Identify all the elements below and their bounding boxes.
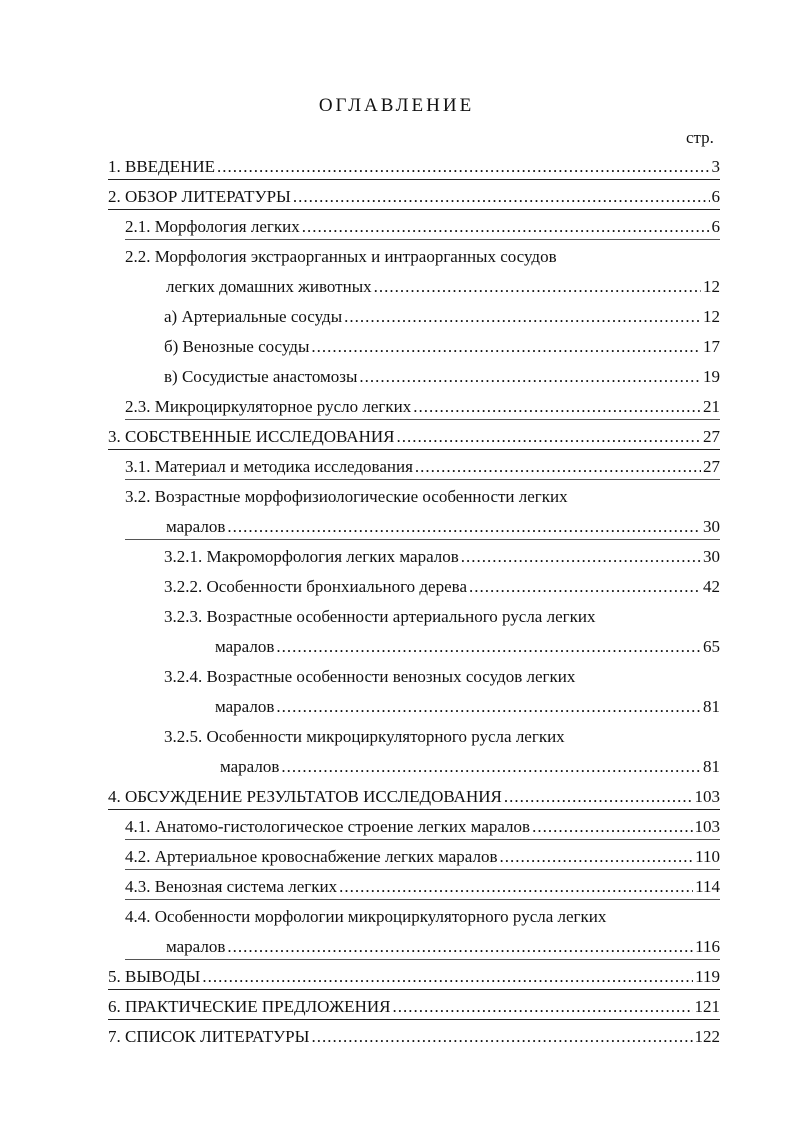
dot-leader: [227, 935, 693, 959]
divider-line: [125, 479, 720, 480]
toc-entry-page: 42: [703, 577, 720, 596]
toc-entry: [125, 875, 720, 899]
toc-entry: [166, 935, 720, 959]
toc-entry-page: 12: [703, 307, 720, 326]
toc-entry-text: 2.2. Морфология экстраорганных и интраорганных сосудов: [125, 247, 557, 266]
toc-entry-text: 1. ВВЕДЕНИЕ: [108, 157, 215, 176]
toc-entry-text: маралов: [215, 697, 275, 716]
toc-entry-page: 6: [711, 187, 720, 206]
toc-entry-page: 119: [695, 967, 720, 986]
toc-entry-page: 121: [694, 997, 720, 1016]
toc-entry: [220, 755, 720, 779]
toc-entry-page: 3: [711, 157, 720, 176]
toc-entry-text: 4.1. Анатомо-гистологическое строение легких маралов: [125, 817, 531, 836]
toc-entry: [125, 455, 720, 479]
toc-entry-page: 27: [703, 457, 720, 476]
toc-entry-text: легких домашних животных: [166, 277, 372, 296]
toc-entry-page: 30: [703, 517, 720, 536]
toc-entry-page: 30: [703, 547, 720, 566]
toc-entry-text: 2. ОБЗОР ЛИТЕРАТУРЫ: [108, 187, 291, 206]
toc-entry-text: 3.2.1. Макроморфология легких маралов: [164, 547, 459, 566]
toc-entry-text: 6. ПРАКТИЧЕСКИЕ ПРЕДЛОЖЕНИЯ: [108, 997, 391, 1016]
toc-entry-page: 65: [703, 637, 720, 656]
toc-entry-page: 116: [695, 937, 720, 956]
dot-leader: [311, 335, 701, 359]
toc-entry-text: 3.2.4. Возрастные особенности венозных сосудов легких: [164, 667, 576, 686]
divider-line: [108, 179, 720, 180]
toc-entry-text: 4.2. Артериальное кровоснабжение легких маралов: [125, 847, 498, 866]
dot-leader: [202, 965, 693, 989]
dot-leader: [227, 515, 701, 539]
toc-entry-page: 12: [703, 277, 720, 296]
toc-entry: [215, 695, 720, 719]
toc-entry-page: 81: [703, 697, 720, 716]
toc-entry-text: 4.3. Венозная система легких: [125, 877, 338, 896]
dot-leader: [499, 845, 693, 869]
toc-entry: [166, 515, 720, 539]
toc-entry: [125, 845, 720, 869]
dot-leader: [413, 395, 701, 419]
toc-entry-page: 27: [703, 427, 720, 446]
toc-entry-page: 114: [695, 877, 720, 896]
divider-line: [125, 539, 720, 540]
toc-entry-page: 19: [703, 367, 720, 386]
divider-line: [108, 809, 720, 810]
toc-entry: [125, 215, 720, 239]
dot-leader: [217, 155, 710, 179]
toc-entry-page: 122: [694, 1027, 720, 1046]
toc-entry-text: в) Сосудистые анастомозы: [164, 367, 358, 386]
dot-leader: [359, 365, 701, 389]
toc-entry: [108, 995, 720, 1019]
toc-entry-text: 3.2.5. Особенности микроциркуляторного русла легких: [164, 727, 565, 746]
divider-line: [108, 209, 720, 210]
divider-line: [125, 899, 720, 900]
divider-line: [125, 419, 720, 420]
toc-entry: [108, 1025, 720, 1049]
dot-leader: [311, 1025, 692, 1049]
toc-entry: [164, 305, 720, 329]
dot-leader: [344, 305, 701, 329]
toc-entry: [108, 425, 720, 449]
dot-leader: [374, 275, 701, 299]
toc-entry-page: 81: [703, 757, 720, 776]
page-title: ОГЛАВЛЕНИЕ: [318, 95, 475, 116]
toc-entry-page: 110: [695, 847, 720, 866]
toc-entry-page: 17: [703, 337, 720, 356]
toc-entry: [125, 815, 720, 839]
toc-entry-page: 103: [694, 817, 720, 836]
dot-leader: [302, 215, 710, 239]
dot-leader: [339, 875, 693, 899]
dot-leader: [293, 185, 710, 209]
dot-leader: [532, 815, 692, 839]
divider-line: [108, 449, 720, 450]
toc-entry-text: маралов: [166, 517, 226, 536]
toc-entry-text: 4.4. Особенности морфологии микроциркуляторного русла легких: [125, 907, 607, 926]
toc-entry: [108, 965, 720, 989]
page-column-label: стр.: [686, 128, 714, 147]
dot-leader: [396, 425, 701, 449]
toc-entry: [108, 185, 720, 209]
toc-entry-page: 21: [703, 397, 720, 416]
dot-leader: [469, 575, 701, 599]
toc-entry: [164, 335, 720, 359]
divider-line: [125, 959, 720, 960]
dot-leader: [276, 695, 701, 719]
toc-entry-text: 3.2. Возрастные морфофизиологические особенности легких: [125, 487, 568, 506]
toc-entry: [125, 395, 720, 419]
toc-entry: [108, 785, 720, 809]
dot-leader: [281, 755, 701, 779]
toc-entry: [215, 635, 720, 659]
toc-entry: [164, 365, 720, 389]
divider-line: [125, 839, 720, 840]
toc-entry-text: 4. ОБСУЖДЕНИЕ РЕЗУЛЬТАТОВ ИССЛЕДОВАНИЯ: [108, 787, 502, 806]
toc-entry-text: б) Венозные сосуды: [164, 337, 310, 356]
toc-entry-text: 7. СПИСОК ЛИТЕРАТУРЫ: [108, 1027, 310, 1046]
toc-entry-text: 3.2.2. Особенности бронхиального дерева: [164, 577, 467, 596]
toc-entry-text: 2.1. Морфология легких: [125, 217, 300, 236]
divider-line: [125, 239, 720, 240]
dot-leader: [276, 635, 701, 659]
dot-leader: [415, 455, 701, 479]
toc-entry-text: 3.1. Материал и методика исследования: [125, 457, 413, 476]
divider-line: [125, 869, 720, 870]
toc-entry-text: 3. СОБСТВЕННЫЕ ИССЛЕДОВАНИЯ: [108, 427, 395, 446]
toc-entry: [164, 575, 720, 599]
toc-entry-page: 103: [694, 787, 720, 806]
toc-entry: [166, 275, 720, 299]
toc-entry-page: 6: [711, 217, 720, 236]
toc-entry-text: а) Артериальные сосуды: [164, 307, 343, 326]
divider-line: [108, 989, 720, 990]
toc-entry-text: маралов: [166, 937, 226, 956]
toc-entry-text: маралов: [220, 757, 280, 776]
dot-leader: [392, 995, 692, 1019]
toc-entry-text: 2.3. Микроциркуляторное русло легких: [125, 397, 412, 416]
toc-entry-text: маралов: [215, 637, 275, 656]
dot-leader: [461, 545, 701, 569]
toc-entry-text: 3.2.3. Возрастные особенности артериального русла легких: [164, 607, 596, 626]
toc-entry: [108, 155, 720, 179]
toc-entry: [164, 545, 720, 569]
divider-line: [108, 1019, 720, 1020]
toc-entry-text: 5. ВЫВОДЫ: [108, 967, 201, 986]
dot-leader: [504, 785, 693, 809]
